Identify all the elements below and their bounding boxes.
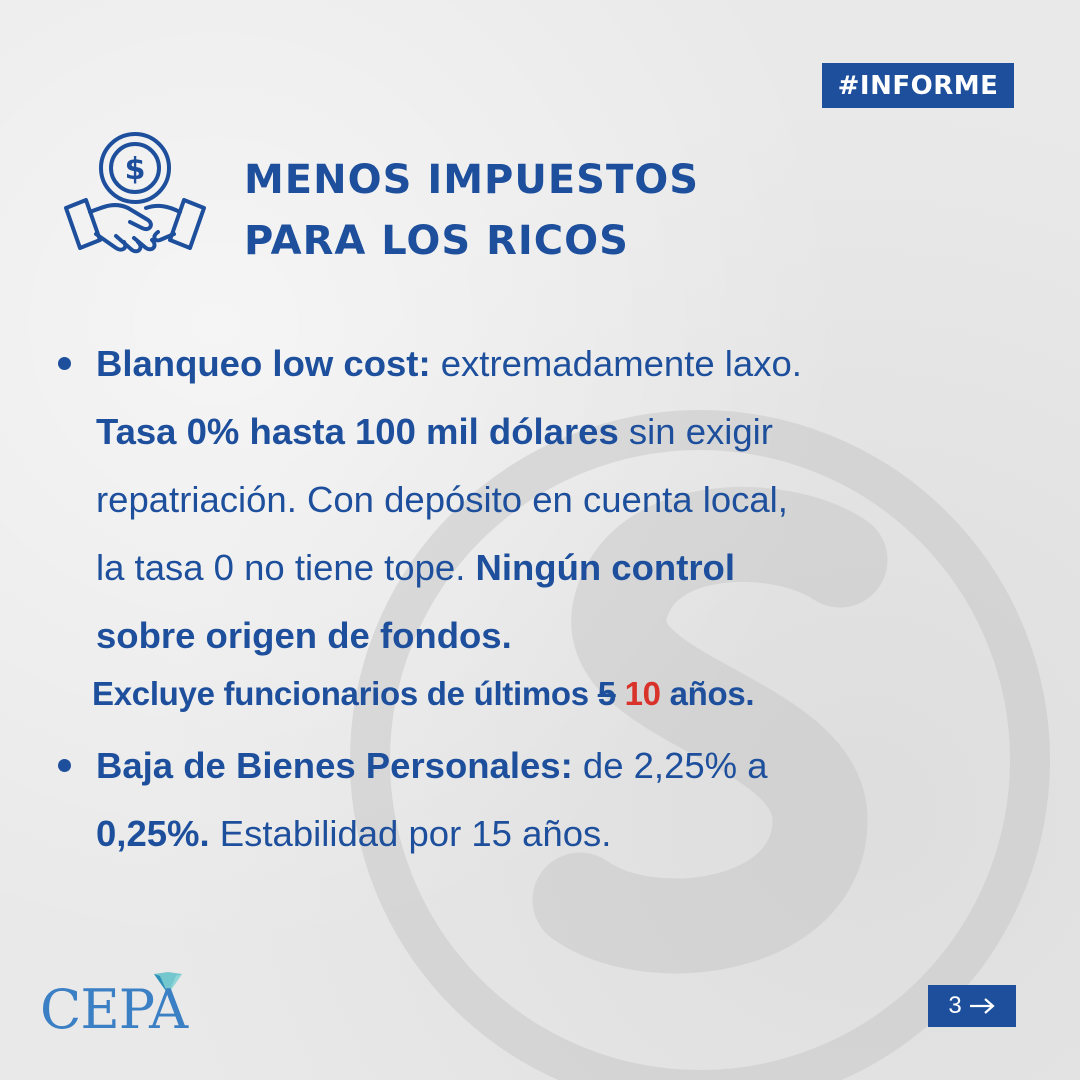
bullet-bienes-personales <box>58 732 1048 868</box>
tasa-text: sin exigir <box>618 411 773 452</box>
bullet-list <box>58 330 1048 868</box>
note-prefix: Excluye funcionarios de últimos <box>92 675 598 712</box>
blanqueo-heading: Blanqueo low cost: <box>96 343 431 384</box>
page-number: 3 <box>948 992 962 1019</box>
note-suffix: años. <box>660 675 755 712</box>
arrow-right-icon <box>968 996 996 1016</box>
bullet-1-line-4 <box>96 534 1048 602</box>
bienes-text: de 2,25% a <box>572 745 768 786</box>
rate-highlight: 0,25%. <box>96 813 210 854</box>
tope-text: la tasa 0 no tiene tope. <box>96 547 476 588</box>
svg-text:$: $ <box>124 152 146 187</box>
title-line-1: MENOS IMPUESTOS <box>244 157 700 203</box>
control-highlight: Ningún control <box>475 547 735 588</box>
estabilidad-text: Estabilidad por 15 años. <box>209 813 612 854</box>
blanqueo-text: extremadamente laxo. <box>430 343 802 384</box>
title-line-2: PARA LOS RICOS <box>244 218 629 264</box>
bullet-1-line-1 <box>96 330 1048 398</box>
bullet-2-line-1 <box>96 732 1048 800</box>
bullet-dot <box>58 759 71 772</box>
next-page-button[interactable] <box>928 985 1016 1027</box>
origen-highlight: sobre origen de fondos. <box>96 615 512 656</box>
bullet-1-line-3: repatriación. Con depósito en cuenta local, <box>96 479 788 520</box>
logo-text: CEPA <box>40 978 188 1041</box>
bullet-blanqueo <box>58 330 1048 670</box>
bienes-heading: Baja de Bienes Personales: <box>96 745 573 786</box>
money-handshake-icon <box>60 128 210 278</box>
page-title <box>244 150 699 272</box>
informe-tag: #INFORME <box>822 63 1014 108</box>
exclusion-note <box>92 668 754 720</box>
bullet-1-line-2 <box>96 398 1048 466</box>
bullet-1-line-5 <box>96 602 1048 670</box>
bullet-2-line-2 <box>96 800 1048 868</box>
tasa-highlight: Tasa 0% hasta 100 mil dólares <box>96 411 619 452</box>
new-value: 10 <box>624 675 661 712</box>
bullet-dot <box>58 357 71 370</box>
cepa-logo <box>40 970 210 1050</box>
struck-value: 5 <box>597 675 616 712</box>
